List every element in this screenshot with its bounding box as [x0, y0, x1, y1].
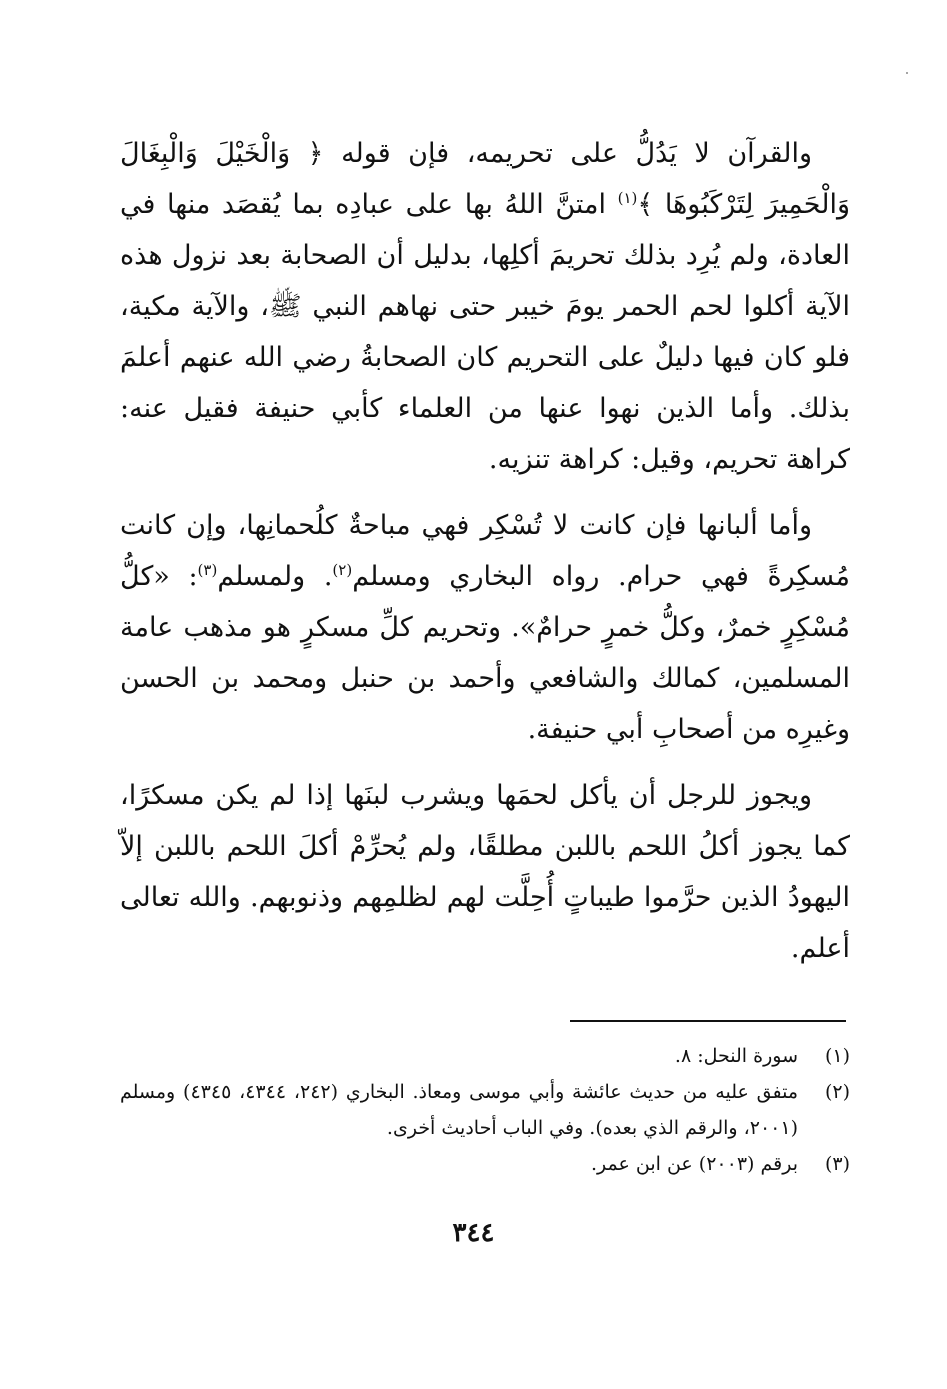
footnote-text: سورة النحل: ٨. — [674, 1045, 798, 1067]
paragraph-2-after: : «كلُّ مُسْكِرٍ خمرٌ، وكلُّ خمرٍ حرامٌ». وتحريم كلِّ مسكرٍ هو مذهب عامة المسلمين، كمالك والشافعي وأحمد بن حنبل ومحمد بن الحسن وغيرِه من أصحابِ أبي حنيفة. — [120, 561, 850, 745]
footnote-ref-2: (٢) — [332, 561, 353, 579]
footnote-separator — [570, 1020, 846, 1022]
paragraph-1-after: امتنَّ اللهُ بها على عبادِه بما يُقصَد منها في العادة، ولم يُرِد بذلك تحريمَ أكلِها، بدليل أن الصحابة بعد نزول هذه الآية أكلوا لحم الحمر يومَ خيبر حتى نهاهم النبي ﷺ، والآية مكية، فلو كان فيها دليلٌ على التحريم كان الصحابةُ رضي الله عنهم أعلمَ بذلك. وأما الذين نهوا عنها من العلماء كأبي حنيفة فقيل عنه: كراهة تحريم، وقيل: كراهة تنزيه. — [120, 189, 850, 475]
footnote-2 — [120, 1074, 850, 1146]
main-text-body — [120, 128, 850, 974]
footnote-1 — [120, 1038, 850, 1074]
page-number: ٣٤٤ — [452, 1218, 495, 1248]
footnotes-section — [120, 1038, 850, 1182]
margin-mark — [906, 72, 908, 74]
quran-verse: ﴿ وَالْخَيْلَ وَالْبِغَالَ وَالْحَمِيرَ لِتَرْكَبُوهَا ﴾ — [120, 138, 850, 220]
footnote-number: (٣) — [824, 1153, 850, 1175]
paragraph-2-middle: . ولمسلم — [217, 561, 333, 592]
paragraph-3 — [120, 770, 850, 974]
footnote-text: متفق عليه من حديث عائشة وأبي موسى ومعاذ. البخاري (٢٤٢، ٤٣٤٤، ٤٣٤٥) ومسلم (٢٠٠١، والرقم الذي بعده). وفي الباب أحاديث أخرى. — [120, 1081, 799, 1139]
paragraph-2-before: وأما ألبانها فإن كانت لا تُسْكِر فهي مباحةٌ كلُحمانِها، وإن كانت مُسكِرةً فهي حرام. رواه البخاري ومسلم — [120, 510, 850, 592]
paragraph-1-before: والقرآن لا يَدُلُّ على تحريمه، فإن قوله — [323, 138, 812, 169]
paragraph-3-text: ويجوز للرجل أن يأكل لحمَها ويشرب لبنَها إذا لم يكن مسكرًا، كما يجوز أكلُ اللحم باللبن مطلقًا، ولم يُحرِّمْ أكلَ اللحم باللبن إلاّ اليهودُ الذين حرَّموا طيباتٍ أُحِلَّت لهم لظلمِهم وذنوبهم. والله تعالى أعلم. — [120, 780, 850, 964]
paragraph-2 — [120, 500, 850, 755]
footnote-number: (٢) — [824, 1081, 850, 1103]
footnote-ref-3: (٣) — [197, 561, 218, 579]
footnote-number: (١) — [824, 1045, 850, 1067]
footnote-ref-1: (١) — [617, 189, 638, 207]
paragraph-1 — [120, 128, 850, 485]
footnote-text: برقم (٢٠٠٣) عن ابن عمر. — [591, 1153, 798, 1175]
footnote-3 — [120, 1146, 850, 1182]
